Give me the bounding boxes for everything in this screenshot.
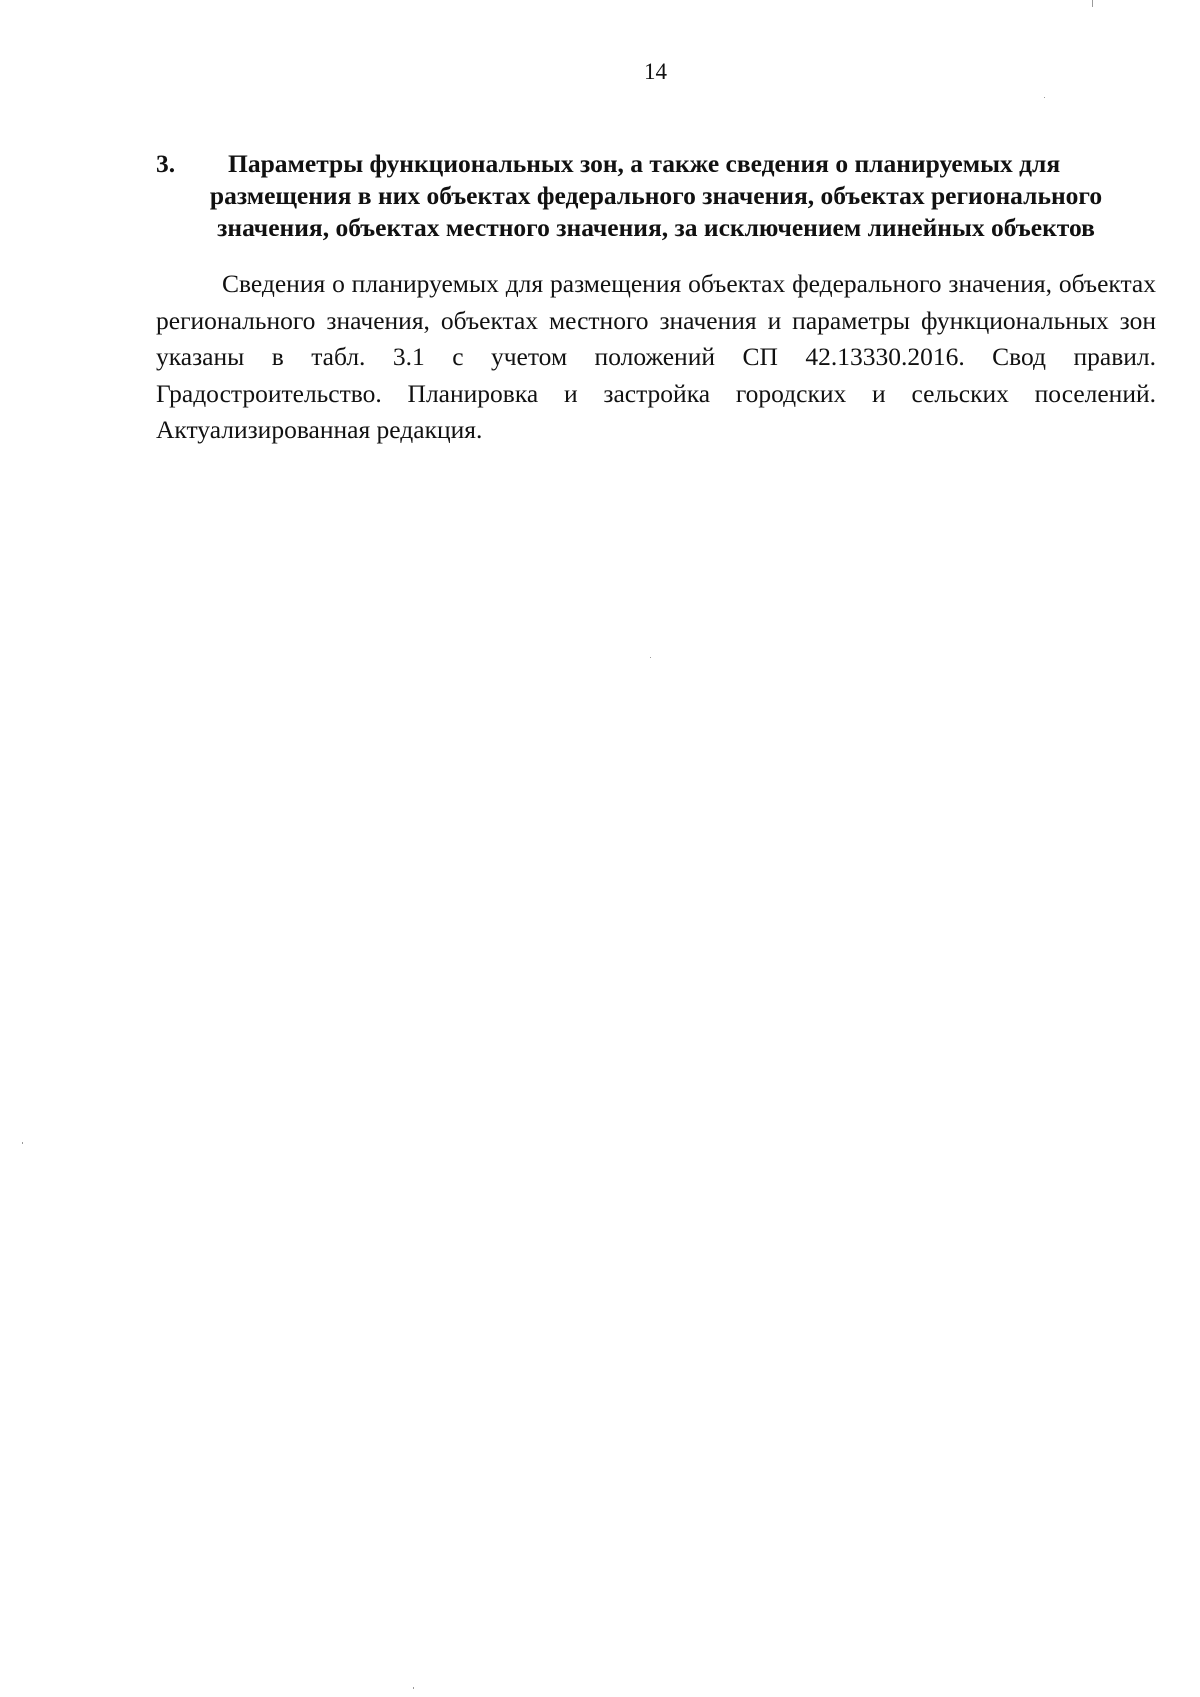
section-heading-text-1: Параметры функциональных зон, а также сведения о планируемых для	[228, 149, 1061, 178]
scan-artifact-top-right	[1092, 0, 1093, 7]
section-body	[156, 266, 1156, 449]
section-heading-line-1	[156, 148, 1156, 180]
scan-artifact-dot-upper	[1044, 97, 1045, 98]
scan-artifact-dot-middle	[650, 657, 651, 658]
section-number: 3.	[156, 149, 176, 178]
section-paragraph: Сведения о планируемых для размещения объектах федерального значения, объектах регионального значения, объектах местного значения и параметры функциональных зон указаны в табл. 3.1 с учетом положений СП 42.13330.2016. Свод правил. Градостроительство. Планировка и застройка городских и сельских поселений. Актуализированная редакция.	[156, 269, 1156, 444]
scan-artifact-dot-bottom	[413, 1687, 414, 1689]
page-number: 14	[644, 59, 667, 84]
section-heading	[156, 148, 1156, 244]
scan-artifact-dot-left	[22, 1142, 23, 1144]
section-heading-line-3: значения, объектах местного значения, за исключением линейных объектов	[217, 213, 1095, 242]
section-heading-line-2: размещения в них объектах федерального значения, объектах регионального	[209, 181, 1103, 210]
